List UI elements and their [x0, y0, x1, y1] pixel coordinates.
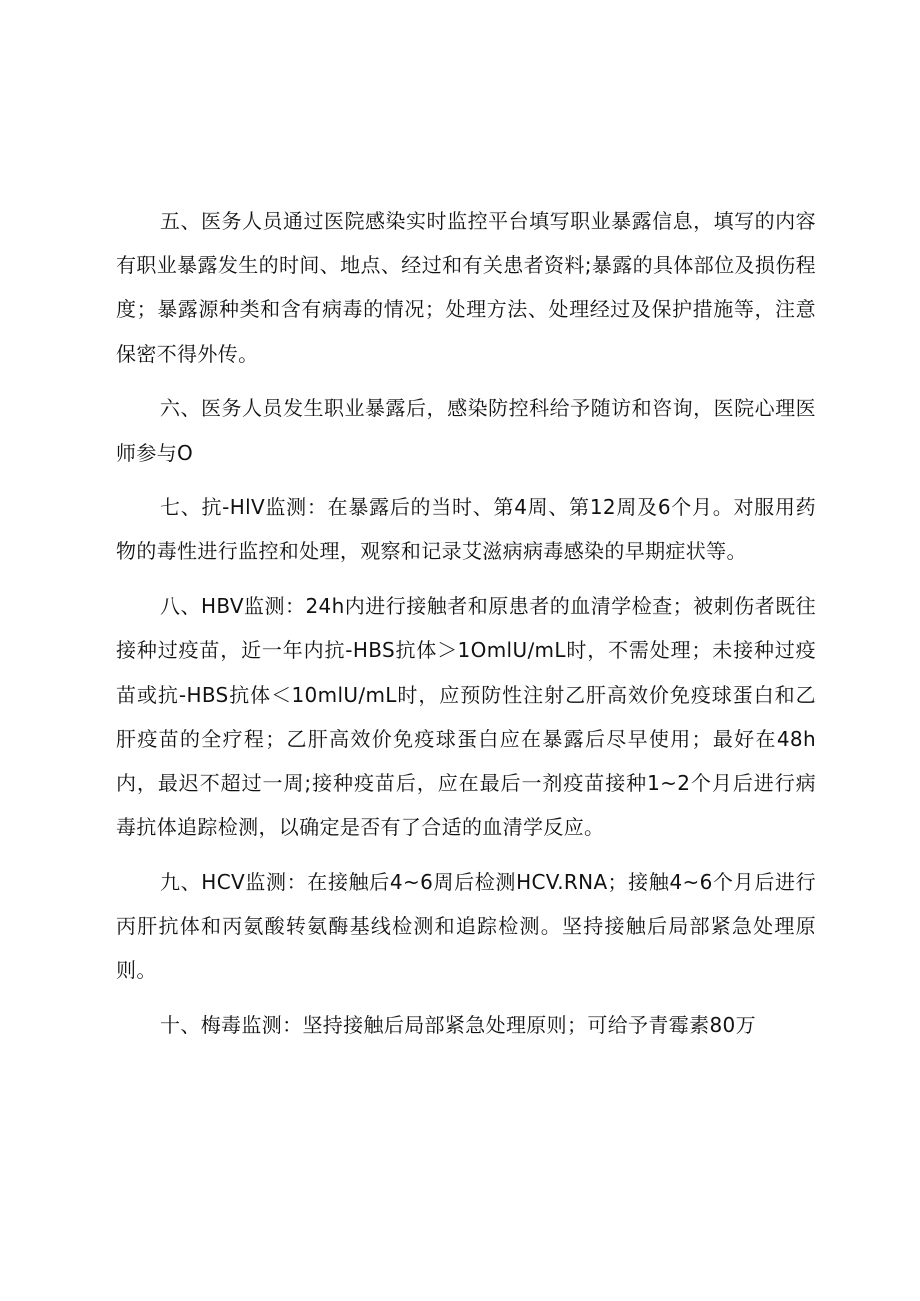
document-body — [116, 199, 816, 1058]
paragraph-10: 十、梅毒监测：坚持接触后局部紧急处理原则；可给予青霉素80万 — [160, 1012, 756, 1037]
paragraph-5: 五、医务人员通过医院感染实时监控平台填写职业暴露信息，填写的内容有职业暴露发生的时间、地点、经过和有关患者资料;暴露的具体部位及损伤程度；暴露源种类和含有病毒的情况；处理方法、处理经过及保护措施等，注意保密不得外传。 — [116, 209, 816, 366]
paragraph-7: 七、抗-HlV监测：在暴露后的当时、第4周、第12周及6个月。对服用药物的毒性进行监控和处理，观察和记录艾滋病病毒感染的早期症状等。 — [116, 495, 816, 564]
paragraph-8: 八、HBV监测：24h内进行接触者和原患者的血清学检查；被刺伤者既往接种过疫苗，近一年内抗-HBS抗体＞1OmlU∕mL时，不需处理；未接种过疫苗或抗-HBS抗体＜10mlU∕mL时，应预防性注射乙肝高效价免疫球蛋白和乙肝疫苗的全疗程；乙肝高效价免疫球蛋白应在暴露后尽早使用；最好在48h内，最迟不超过一周;接种疫苗后，应在最后一剂疫苗接种1~2个月后进行病毒抗体追踪检测，以确定是否有了合适的血清学反应。 — [116, 594, 816, 840]
paragraph-6: 六、医务人员发生职业暴露后，感染防控科给予随访和咨询，医院心理医师参与O — [116, 396, 816, 465]
paragraph-9: 九、HCV监测：在接触后4~6周后检测HCV.RNA；接触4~6个月后进行丙肝抗体和丙氨酸转氨酶基线检测和追踪检测。坚持接触后局部紧急处理原则。 — [116, 869, 816, 983]
